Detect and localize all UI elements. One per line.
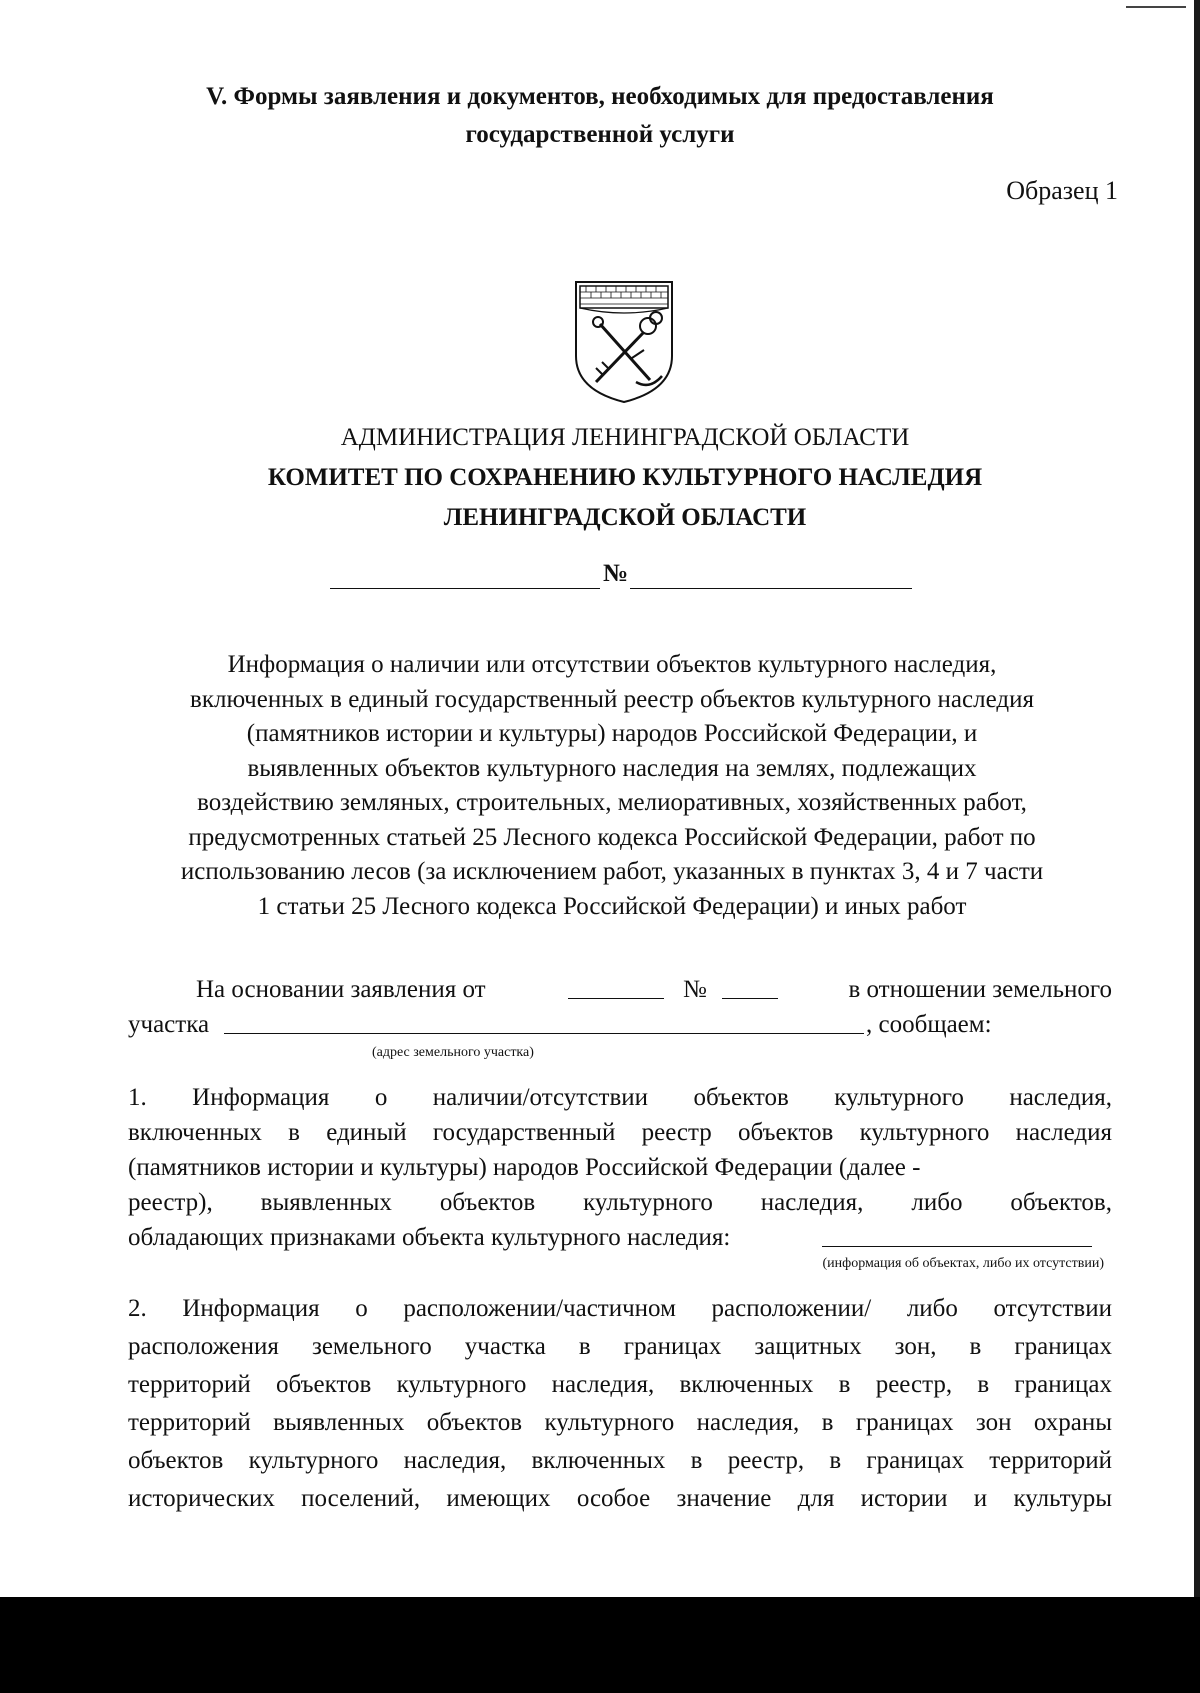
item-2	[128, 1290, 1112, 1518]
item-2-line: территорий выявленных объектов культурного наследия, в границах зон охраны	[128, 1409, 1112, 1436]
address-hint: (адрес земельного участка)	[372, 1045, 534, 1060]
basis-text-start: На основании заявления от	[196, 976, 486, 1003]
basis-line2-end: , сообщаем:	[866, 1011, 992, 1038]
document-date-field[interactable]	[330, 588, 600, 589]
item-1	[128, 1080, 1112, 1255]
scan-artifact	[1126, 6, 1186, 8]
item-2-line: объектов культурного наследия, включенных в реестр, в границах территорий	[128, 1447, 1112, 1474]
title-line: (памятников истории и культуры) народов Российской Федерации, и	[246, 720, 978, 747]
title-line: 1 статьи 25 Лесного кодекса Российской Федерации) и иных работ	[257, 892, 967, 920]
committee-region: ЛЕНИНГРАДСКОЙ ОБЛАСТИ	[443, 504, 807, 531]
title-line: использованию лесов (за исключением работ, указанных в пунктах 3, 4 и 7 части	[180, 858, 1044, 885]
item-2-line: территорий объектов культурного наследия, включенных в реестр, в границах	[128, 1371, 1112, 1398]
committee-name: КОМИТЕТ ПО СОХРАНЕНИЮ КУЛЬТУРНОГО НАСЛЕДИЯ	[267, 464, 983, 491]
document-number-line	[330, 560, 912, 594]
objects-info-field[interactable]	[822, 1224, 1092, 1247]
section-heading	[130, 78, 1070, 154]
document-number-field[interactable]	[630, 588, 912, 589]
basis-text-end: в отношении земельного	[848, 976, 1112, 1003]
basis-number-sign: №	[683, 976, 707, 1003]
land-plot-address-field[interactable]	[224, 1011, 864, 1034]
item-1-last-line: обладающих признаками объекта культурного наследия:	[128, 1224, 731, 1251]
coat-of-arms-icon	[572, 278, 676, 406]
item-2-line: исторических поселений, имеющих особое значение для истории и культуры	[128, 1485, 1112, 1512]
document-title	[120, 648, 1104, 924]
number-sign: №	[603, 560, 629, 587]
scan-edge-shadow	[1194, 0, 1200, 1693]
item-1-line: (памятников истории и культуры) народов Российской Федерации (далее -	[128, 1154, 921, 1181]
application-date-field[interactable]	[568, 976, 664, 999]
title-line: включенных в единый государственный реестр объектов культурного наследия	[190, 685, 1034, 713]
item-1-line: реестр), выявленных объектов культурного наследия, либо объектов,	[128, 1189, 1112, 1216]
item-2-line: расположения земельного участка в границах защитных зон, в границах	[128, 1333, 1112, 1360]
basis-line2-start: участка	[128, 1011, 210, 1038]
objects-info-hint: (информация об объектах, либо их отсутствии)	[822, 1256, 1104, 1271]
item-1-line: включенных в единый государственный реестр объектов культурного наследия	[128, 1119, 1112, 1146]
title-line: воздействию земляных, строительных, мелиоративных, хозяйственных работ,	[197, 789, 1027, 816]
section-heading-line2: государственной услуги	[465, 121, 735, 148]
scan-bottom-border	[0, 1597, 1200, 1693]
item-2-line: 2. Информация о расположении/частичном расположении/ либо отсутствии	[128, 1295, 1112, 1322]
title-line: выявленных объектов культурного наследия на землях, подлежащих	[247, 754, 977, 782]
section-heading-line1: V. Формы заявления и документов, необходимых для предоставления	[206, 83, 994, 110]
basis-paragraph	[128, 972, 1112, 1042]
title-line: предусмотренных статьей 25 Лесного кодекса Российской Федерации, работ по	[188, 823, 1036, 851]
title-line: Информация о наличии или отсутствии объектов культурного наследия,	[227, 651, 997, 678]
item-1-line: 1. Информация о наличии/отсутствии объектов культурного наследия,	[128, 1084, 1112, 1111]
application-number-field[interactable]	[722, 976, 778, 999]
org-name: АДМИНИСТРАЦИЯ ЛЕНИНГРАДСКОЙ ОБЛАСТИ	[340, 424, 910, 451]
sample-label: Образец 1	[1006, 176, 1118, 205]
